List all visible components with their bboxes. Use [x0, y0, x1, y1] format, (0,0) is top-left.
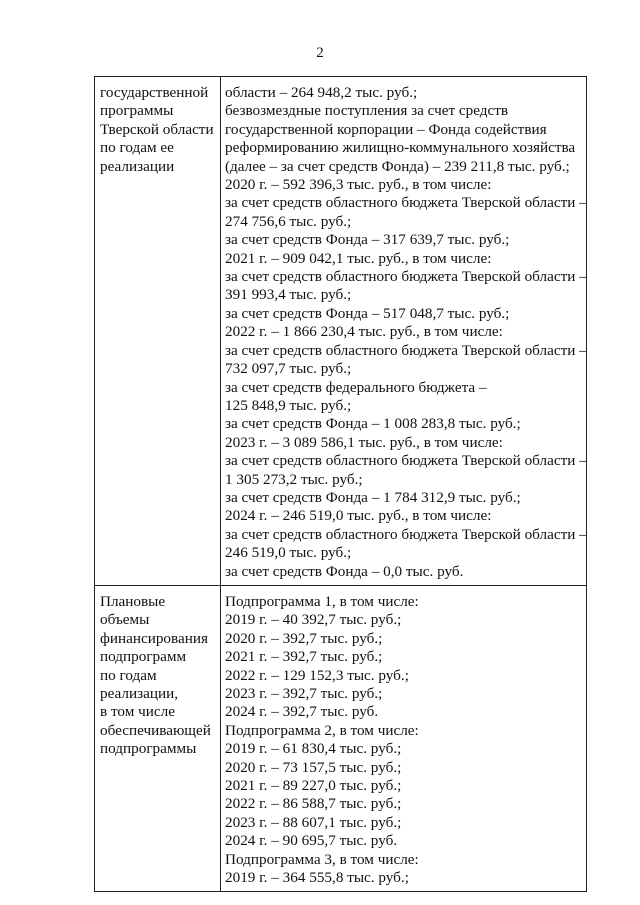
content-line: за счет средств Фонда – 1 784 312,9 тыс. руб.;: [225, 488, 521, 506]
content-line: 2020 г. – 73 157,5 тыс. руб.;: [225, 758, 402, 776]
row-label-line: реализации: [100, 157, 175, 175]
row-label-line: по годам: [100, 666, 157, 684]
content-line: Подпрограмма 2, в том числе:: [225, 721, 419, 739]
row-label-line: Тверской области: [100, 120, 214, 138]
content-line: 246 519,0 тыс. руб.;: [225, 544, 352, 562]
content-line: за счет средств областного бюджета Тверской области –: [225, 525, 587, 543]
row-label-line: объемы: [100, 611, 150, 629]
content-line: области – 264 948,2 тыс. руб.;: [225, 84, 418, 101]
content-line: 2022 г. – 129 152,3 тыс. руб.;: [225, 666, 409, 684]
content-line: за счет средств областного бюджета Тверской области –: [225, 194, 587, 212]
content-line: за счет средств федерального бюджета –: [225, 378, 487, 396]
content-line: 732 097,7 тыс. руб.;: [225, 360, 352, 378]
row-label-line: финансирования: [100, 629, 208, 647]
content-line: за счет средств областного бюджета Тверской области –: [225, 268, 587, 286]
content-line: реформированию жилищно-коммунального хозяйства: [225, 139, 576, 157]
row-content-cell: [221, 585, 587, 892]
content-line: 274 756,6 тыс. руб.;: [225, 212, 352, 230]
content-line: 2022 г. – 86 588,7 тыс. руб.;: [225, 795, 402, 813]
content-line: безвозмездные поступления за счет средств: [225, 102, 509, 120]
row-label-line: государственной: [100, 84, 209, 101]
passport-table: [94, 76, 587, 892]
row-label-line: реализации,: [100, 685, 179, 702]
row-label-line: подпрограммы: [100, 740, 197, 758]
content-line: 2023 г. – 88 607,1 тыс. руб.;: [225, 813, 402, 831]
content-line: 2019 г. – 40 392,7 тыс. руб.;: [225, 611, 402, 629]
page-number: 2: [316, 45, 324, 61]
content-line: 2019 г. – 61 830,4 тыс. руб.;: [225, 740, 402, 758]
row-label-cell: [95, 585, 221, 892]
content-line: 2021 г. – 89 227,0 тыс. руб.;: [225, 777, 402, 795]
row-label-line: программы: [100, 102, 174, 120]
content-line: за счет средств областного бюджета Тверской области –: [225, 341, 587, 359]
content-line: 2022 г. – 1 866 230,4 тыс. руб., в том числе:: [225, 323, 503, 341]
table-row: [95, 77, 587, 586]
content-line: 2021 г. – 392,7 тыс. руб.;: [225, 648, 383, 666]
content-line: 2019 г. – 364 555,8 тыс. руб.;: [225, 869, 409, 887]
content-line: 2021 г. – 909 042,1 тыс. руб., в том числе:: [225, 249, 492, 267]
row-label-cell: [95, 77, 221, 586]
content-line: государственной корпорации – Фонда содействия: [225, 120, 547, 138]
table-row: [95, 585, 587, 892]
content-line: 125 848,9 тыс. руб.;: [225, 396, 352, 414]
row-label-line: обеспечивающей: [100, 721, 211, 739]
content-line: Подпрограмма 3, в том числе:: [225, 850, 419, 868]
row-label-line: Плановые: [100, 592, 166, 610]
content-line: за счет средств Фонда – 1 008 283,8 тыс. руб.;: [225, 415, 521, 433]
row-label-line: подпрограмм: [100, 648, 187, 666]
content-line: 2024 г. – 90 695,7 тыс. руб.: [225, 832, 398, 850]
content-line: 2023 г. – 392,7 тыс. руб.;: [225, 685, 383, 702]
row-label-line: в том числе: [100, 703, 175, 721]
content-line: 1 305 273,2 тыс. руб.;: [225, 470, 363, 488]
content-line: 391 993,4 тыс. руб.;: [225, 286, 352, 304]
content-line: 2024 г. – 246 519,0 тыс. руб., в том числе:: [225, 507, 492, 525]
content-line: 2020 г. – 392,7 тыс. руб.;: [225, 629, 383, 647]
content-line: Подпрограмма 1, в том числе:: [225, 592, 419, 610]
content-line: 2024 г. – 392,7 тыс. руб.: [225, 703, 379, 721]
content-line: за счет средств Фонда – 517 048,7 тыс. руб.;: [225, 304, 510, 322]
row-content-cell: [221, 77, 587, 586]
content-line: 2020 г. – 592 396,3 тыс. руб., в том числе:: [225, 176, 492, 194]
content-line: 2023 г. – 3 089 586,1 тыс. руб., в том числе:: [225, 433, 503, 451]
content-line: за счет средств Фонда – 0,0 тыс. руб.: [225, 562, 464, 580]
row-label-line: по годам ее: [100, 139, 174, 157]
content-line: за счет средств областного бюджета Тверской области –: [225, 452, 587, 470]
content-line: за счет средств Фонда – 317 639,7 тыс. руб.;: [225, 231, 510, 249]
content-line: (далее – за счет средств Фонда) – 239 211,8 тыс. руб.;: [225, 157, 570, 175]
